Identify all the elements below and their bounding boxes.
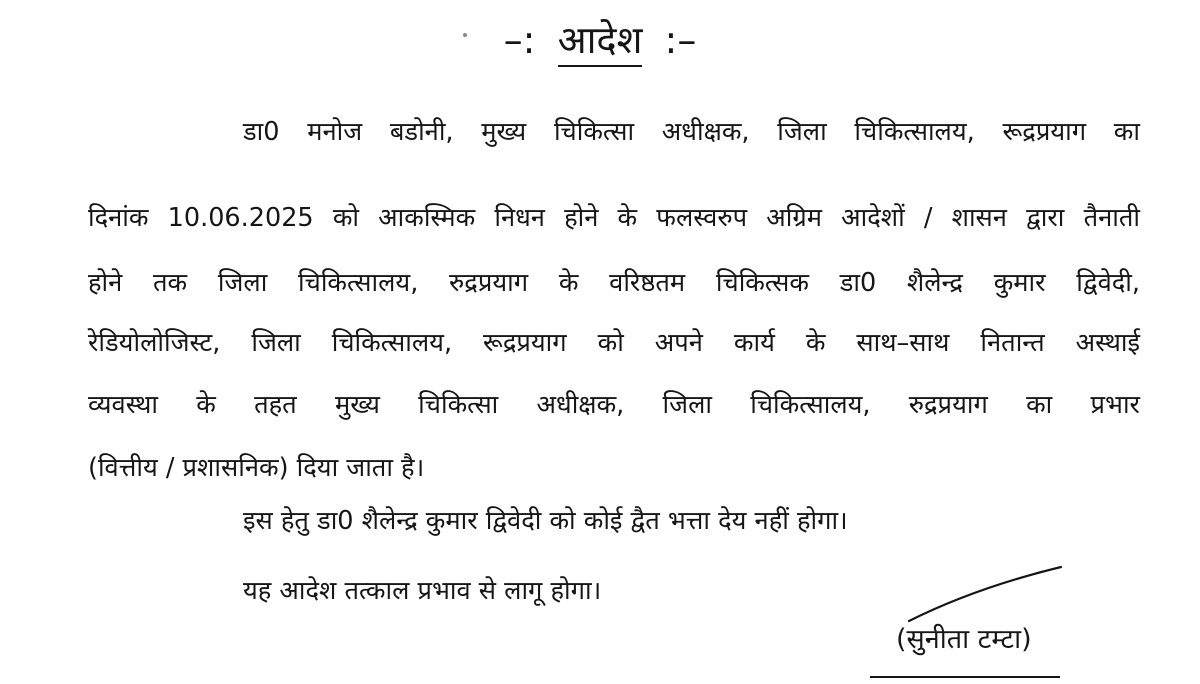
paragraph-line: दिनांक 10.06.2025 को आकस्मिक निधन होने के फलस्वरुप अग्रिम आदेशों / शासन द्वारा तैनाती (88, 203, 1140, 233)
paragraph-line: व्यवस्था के तहत मुख्य चिकित्सा अधीक्षक, जिला चिकित्सालय, रुद्रप्रयाग का प्रभार (88, 390, 1140, 420)
allowance-note: इस हेतु डा0 शैलेन्द्र कुमार द्विवेदी को कोई द्वैत भत्ता देय नहीं होगा। (243, 506, 848, 536)
signature-stroke (905, 565, 1065, 625)
effect-note: यह आदेश तत्काल प्रभाव से लागू होगा। (243, 576, 602, 606)
order-title: आदेश (558, 15, 643, 67)
order-heading (0, 12, 1200, 68)
designation-headline-stroke (870, 676, 1060, 678)
paragraph-line: होने तक जिला चिकित्सालय, रुद्रप्रयाग के वरिष्ठतम चिकित्सक डा0 शैलेन्द्र कुमार द्विवेदी, (88, 268, 1140, 298)
heading-suffix: :– (664, 18, 697, 62)
paragraph-line: रेडियोलोजिस्ट, जिला चिकित्सालय, रूद्रप्रयाग को अपने कार्य के साथ–साथ नितान्त अस्थाई (88, 328, 1140, 358)
signatory-designation-cropped (870, 664, 1070, 684)
signatory-name: (सुनीता टम्टा) (896, 624, 1032, 655)
paragraph-line: (वित्तीय / प्रशासनिक) दिया जाता है। (88, 453, 425, 483)
heading-prefix: –: (503, 18, 536, 62)
paragraph-line: डा0 मनोज बडोनी, मुख्य चिकित्सा अधीक्षक, जिला चिकित्सालय, रूद्रप्रयाग का (243, 117, 1140, 147)
